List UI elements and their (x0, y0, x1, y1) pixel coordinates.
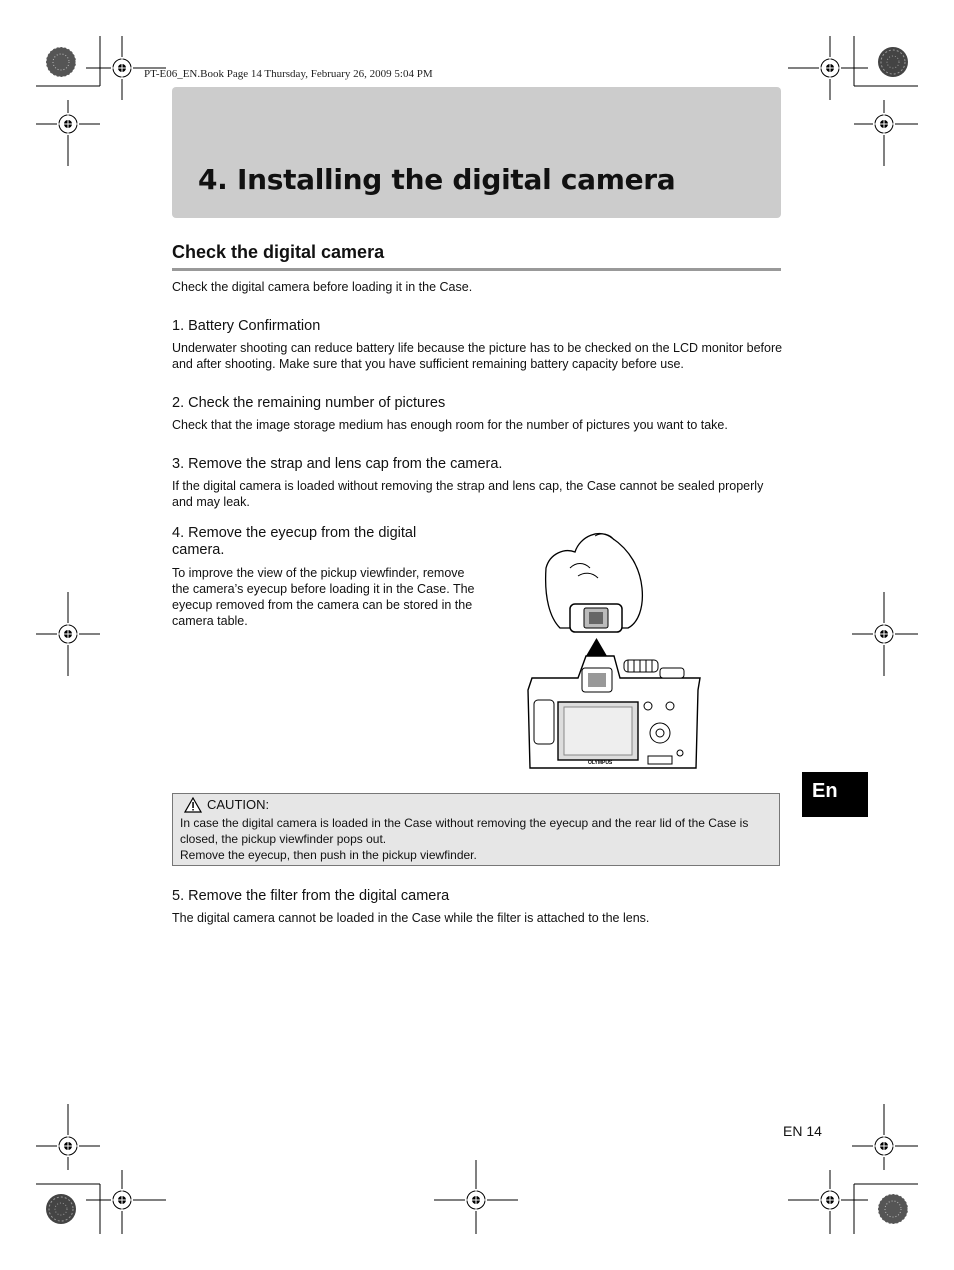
item-text: The digital camera cannot be loaded in the Case while the filter is attached to the lens. (172, 911, 650, 925)
section-title: Check the digital camera (172, 242, 385, 262)
registration-target-icon (465, 1189, 487, 1211)
chapter-title: 4. Installing the digital camera (198, 163, 676, 196)
registration-target-icon (873, 113, 895, 135)
item-text: Underwater shooting can reduce battery life because the picture has to be checked on the LCD monitor before and after shooting. Make sure that you have sufficient remaining battery capacity before use. (172, 341, 783, 371)
section-intro: Check the digital camera before loading it in the Case. (172, 280, 473, 294)
print-header: PT-E06_EN.Book Page 14 Thursday, February 26, 2009 5:04 PM (144, 68, 433, 80)
registration-target-icon (111, 57, 133, 79)
language-tab: En (802, 772, 868, 817)
registration-target-icon (819, 1189, 841, 1211)
starburst-mark-icon (45, 46, 77, 78)
item-heading: 2. Check the remaining number of pictures (172, 395, 446, 411)
eyecup-removal-illustration (520, 528, 710, 773)
registration-target-icon (57, 113, 79, 135)
chapter-banner (172, 87, 781, 218)
caution-text (180, 815, 776, 863)
registration-target-icon (57, 1135, 79, 1157)
registration-target-icon (819, 57, 841, 79)
item-heading: 4. Remove the eyecup from the digital camera. (172, 525, 417, 558)
starburst-mark-icon (877, 46, 909, 78)
item-heading: 3. Remove the strap and lens cap from the camera. (172, 456, 503, 472)
registration-target-icon (111, 1189, 133, 1211)
page-number: EN 14 (783, 1123, 822, 1139)
warning-triangle-icon (184, 797, 202, 813)
caution-text-line: In case the digital camera is loaded in the Case without removing the eyecup and the rear lid of the Case is closed, the pickup viewfinder pops out. (180, 816, 749, 846)
section-divider (172, 268, 781, 271)
registration-target-icon (873, 623, 895, 645)
item-heading: 5. Remove the filter from the digital camera (172, 888, 450, 904)
caution-text-line: Remove the eyecup, then push in the pickup viewfinder. (180, 848, 477, 862)
item-heading: 1. Battery Confirmation (172, 318, 321, 334)
starburst-mark-icon (45, 1193, 77, 1225)
brand-label: OLYMPUS (588, 760, 613, 766)
starburst-mark-icon (877, 1193, 909, 1225)
registration-target-icon (873, 1135, 895, 1157)
registration-target-icon (57, 623, 79, 645)
caution-label: CAUTION: (207, 797, 270, 812)
item-text: To improve the view of the pickup viewfinder, remove the camera’s eyecup before loading it in the Case. The eyecup removed from the camera can be stored in the camera table. (172, 566, 475, 628)
item-text: If the digital camera is loaded without removing the strap and lens cap, the Case cannot be sealed properly and may leak. (172, 479, 764, 509)
item-text: Check that the image storage medium has enough room for the number of pictures you want to take. (172, 418, 728, 432)
